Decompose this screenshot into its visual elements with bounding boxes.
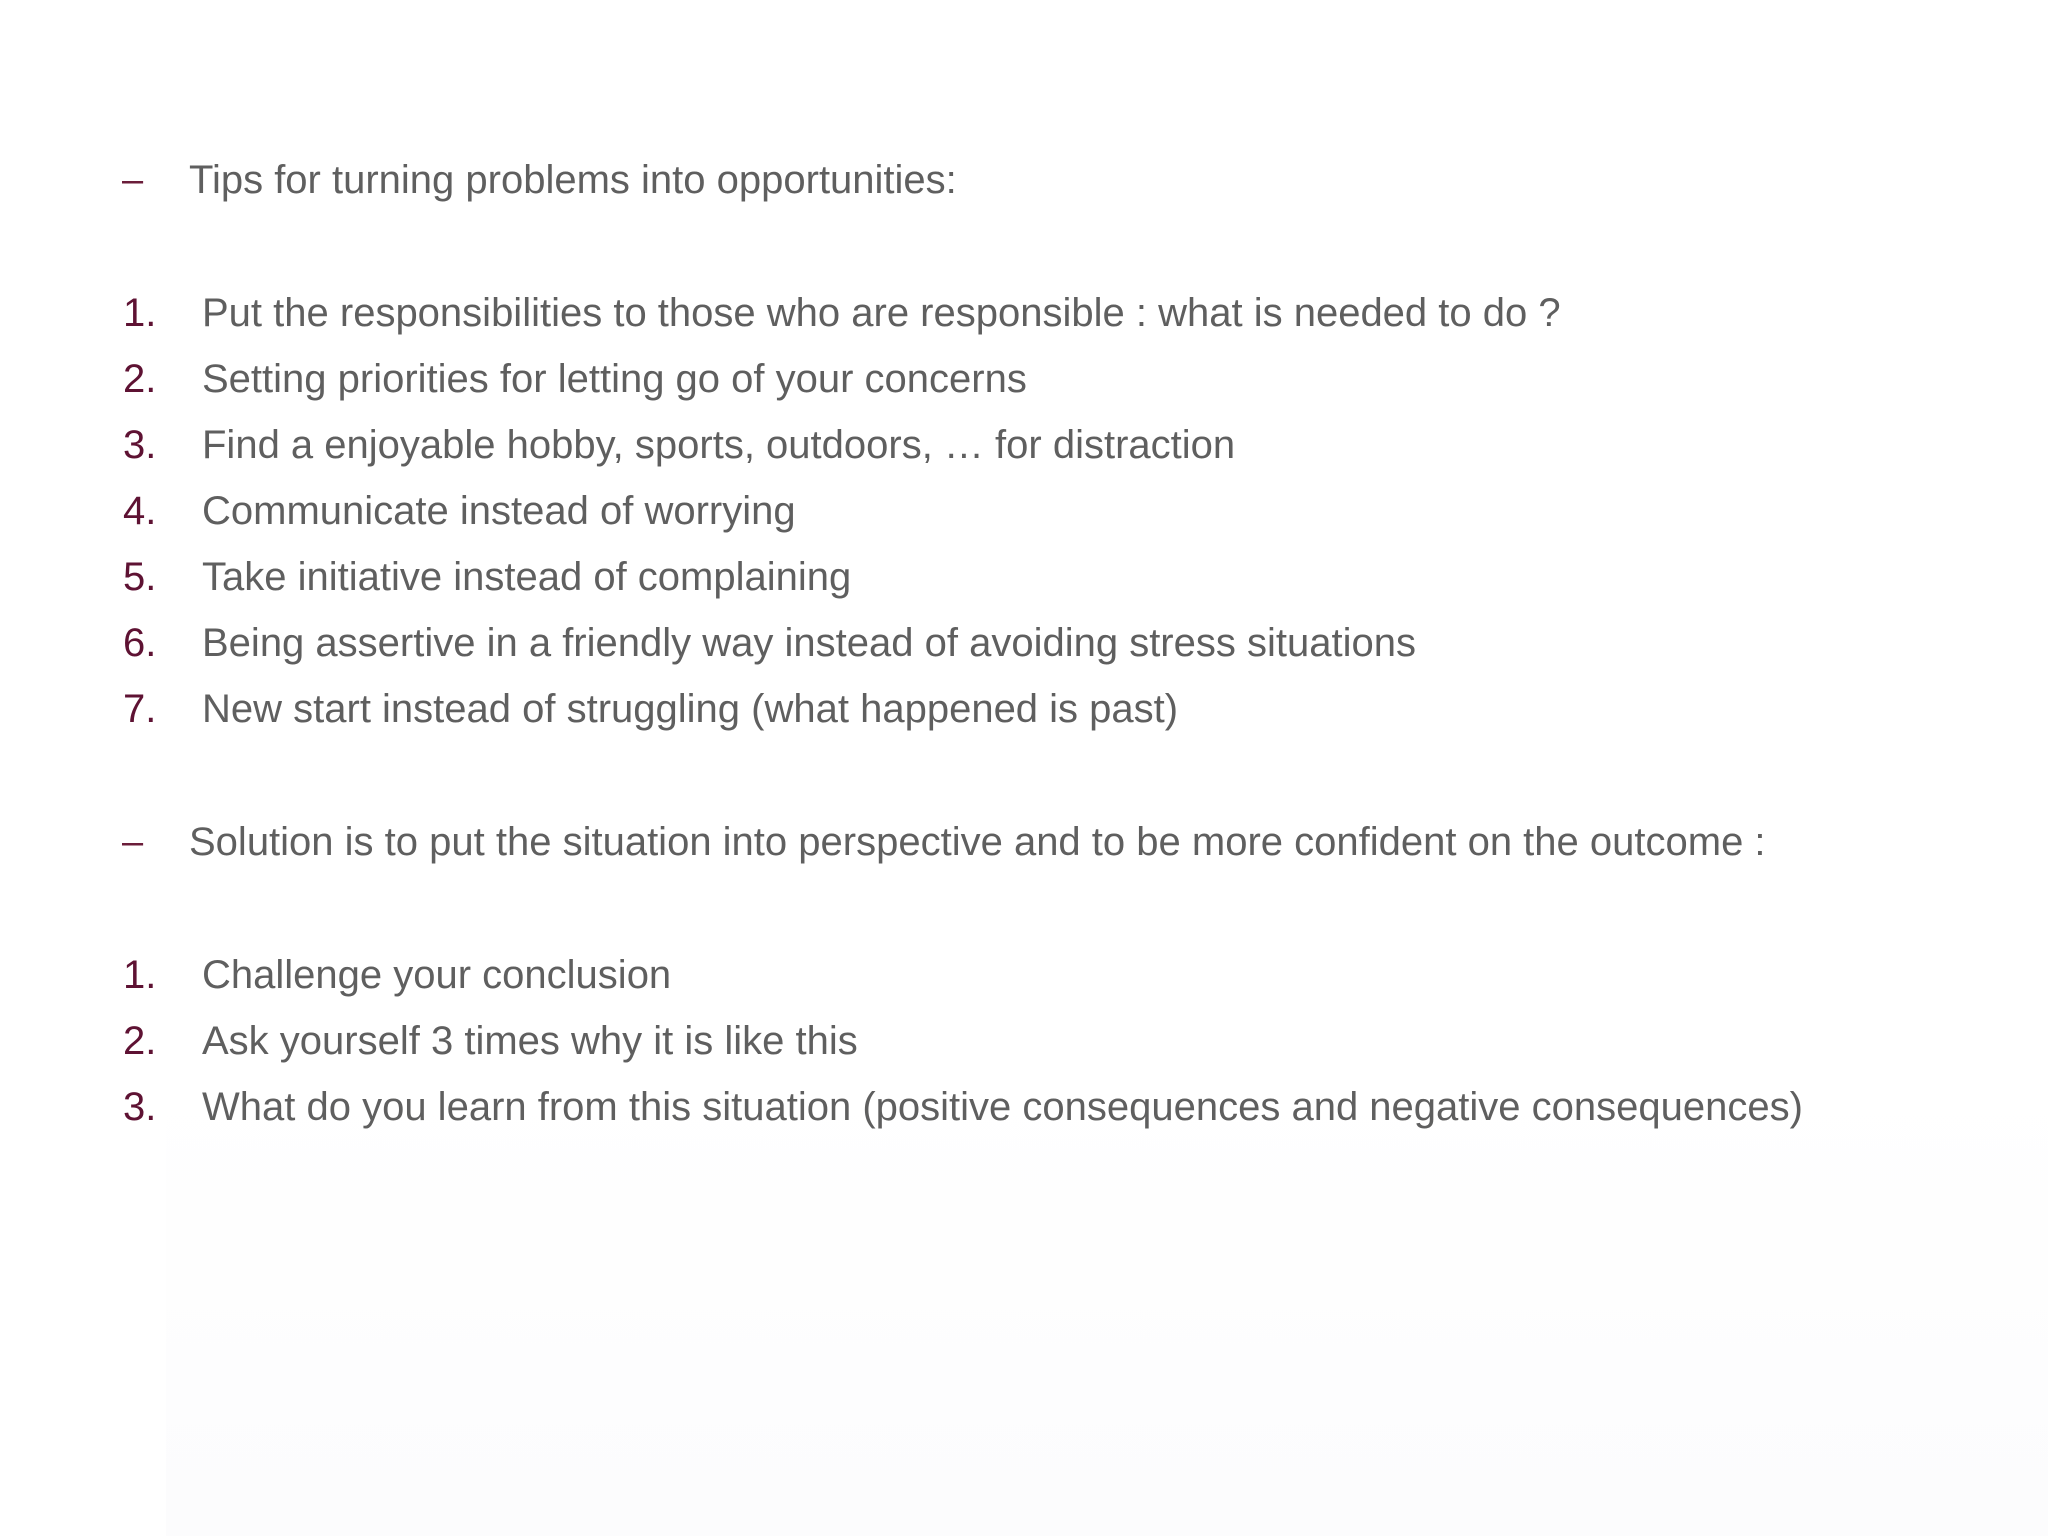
- list-item-text: Take initiative instead of complaining: [202, 555, 852, 599]
- list-number: 3.: [123, 1085, 157, 1129]
- list-number: 2.: [123, 357, 157, 401]
- section-2-heading-text: Solution is to put the situation into perspective and to be more confident on the outcome :: [189, 820, 1766, 864]
- list-item-text: Communicate instead of worrying: [202, 489, 796, 533]
- list-number: 1.: [123, 291, 157, 335]
- list-item-text: New start instead of struggling (what happened is past): [202, 687, 1179, 731]
- dash-bullet: –: [122, 821, 144, 863]
- list-item-text: Ask yourself 3 times why it is like this: [202, 1019, 858, 1063]
- list-number: 4.: [123, 489, 157, 533]
- list-item-text: What do you learn from this situation (positive consequences and negative consequences): [202, 1085, 1803, 1129]
- list-number: 7.: [123, 687, 157, 731]
- list-item-text: Challenge your conclusion: [202, 953, 672, 997]
- list-item-text: Put the responsibilities to those who are responsible : what is needed to do ?: [202, 291, 1561, 335]
- list-number: 1.: [123, 953, 157, 997]
- list-number: 3.: [123, 423, 157, 467]
- list-item-text: Setting priorities for letting go of your concerns: [202, 357, 1027, 401]
- list-number: 6.: [123, 621, 157, 665]
- list-item-text: Being assertive in a friendly way instead of avoiding stress situations: [202, 621, 1416, 665]
- list-item-text: Find a enjoyable hobby, sports, outdoors, … for distraction: [202, 423, 1236, 467]
- list-number: 2.: [123, 1019, 157, 1063]
- dash-bullet: –: [122, 159, 144, 201]
- list-number: 5.: [123, 555, 157, 599]
- section-1-heading-text: Tips for turning problems into opportunities:: [189, 158, 957, 202]
